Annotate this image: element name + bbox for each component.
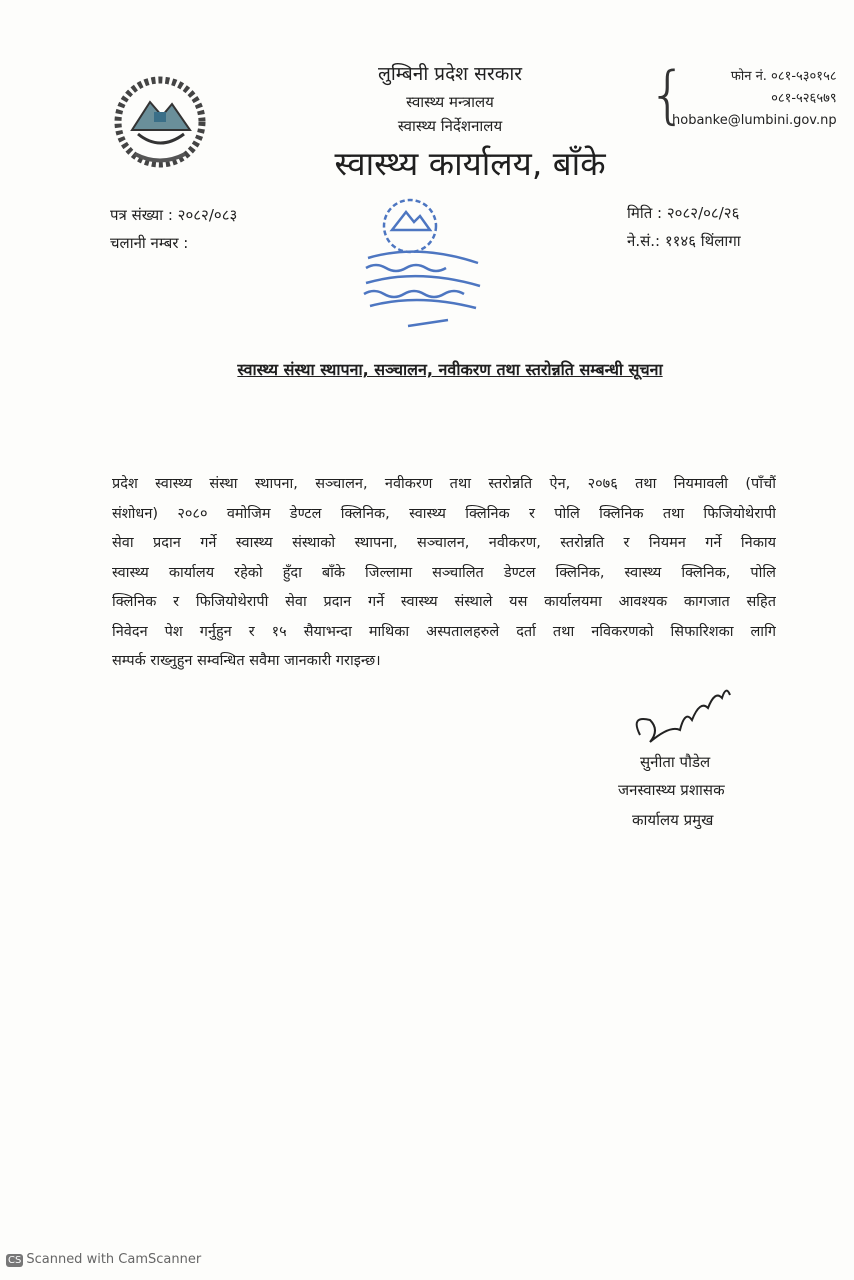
scanner-watermark — [6, 1252, 201, 1267]
directorate-name: स्वास्थ्य निर्देशनालय — [397, 117, 503, 135]
contact-brace: { — [648, 58, 688, 131]
dispatch-number: चलानी नम्बर : — [110, 234, 189, 252]
phone-1: फोन नं. ०८१-५३०१५८ — [730, 69, 837, 84]
date: मिति : २०८२/०८/२६ — [627, 204, 740, 222]
letter-number: पत्र संख्या : २०८२/०८३ — [110, 206, 238, 224]
body-line: संशोधन) २०८० वमोजिम डेण्टल क्लिनिक, स्वास्थ्य क्लिनिक र पोलि क्लिनिक तथा फिजियोथेरापी — [112, 505, 776, 522]
signatory-name: सुनीता पौडेल — [640, 753, 711, 771]
contact-block — [672, 66, 837, 132]
office-name: स्वास्थ्य कार्यालय, बाँके — [334, 144, 606, 183]
body-line: क्लिनिक र फिजियोथेरापी सेवा प्रदान गर्ने स्वास्थ्य संस्थाले यस कार्यालयमा आवश्यक कागजात सहित — [112, 594, 776, 610]
body-line: स्वास्थ्य कार्यालय रहेको हुँदा बाँके जिल्लामा सञ्चालित डेण्टल क्लिनिक, स्वास्थ्य क्लिनिक, पोलि — [112, 564, 776, 581]
body-line: निवेदन पेश गर्नुहुन र १५ सैयाभन्दा माथिका अस्पतालहरुले दर्ता तथा नविकरणको सिफारिशका लागि — [112, 623, 776, 640]
scanner-text: Scanned with CamScanner — [26, 1252, 202, 1267]
government-emblem — [110, 72, 210, 172]
handwritten-signature — [630, 680, 740, 755]
body-line: प्रदेश स्वास्थ्य संस्था स्थापना, सञ्चालन, नवीकरण तथा स्तरोन्नति ऐन, २०७६ तथा नियमावली (पाँचौं — [112, 476, 776, 492]
email: hobanke@lumbini.gov.np — [672, 113, 837, 128]
phone-2: ०८१-५२६५७९ — [771, 91, 837, 106]
body-line: सेवा प्रदान गर्ने स्वास्थ्य संस्थाको स्थापना, सञ्चालन, नवीकरण, स्तरोन्नति र नियमन गर्ने निकाय — [112, 535, 776, 551]
office-stamp — [348, 188, 498, 338]
body-line: सम्पर्क राख्नुहुन सम्वन्धित सवैमा जानकारी गराइन्छ। — [112, 653, 381, 669]
government-name: लुम्बिनी प्रदेश सरकार — [377, 63, 523, 85]
nepal-sambat-date: ने.सं.: ११४६ थिंलागा — [627, 232, 741, 250]
ministry-name: स्वास्थ्य मन्त्रालय — [406, 93, 494, 111]
camscanner-logo-icon: CS — [8, 1255, 22, 1266]
notice-subject: स्वास्थ्य संस्था स्थापना, सञ्चालन, नवीकरण तथा स्तरोन्नति सम्बन्धी सूचना — [237, 360, 663, 379]
signatory-title: जनस्वास्थ्य प्रशासक — [618, 781, 725, 799]
notice-body — [112, 470, 776, 677]
signatory-role: कार्यालय प्रमुख — [632, 811, 714, 829]
